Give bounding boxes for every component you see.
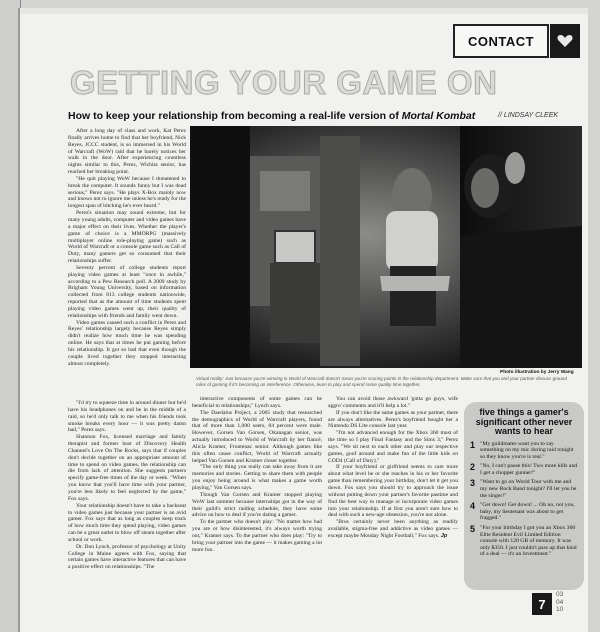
heart-icon-box — [550, 24, 580, 58]
paragraph: interactive components of some games can be beneficial to relationships," Lynch says. — [192, 396, 322, 409]
body-column-1 — [68, 128, 186, 398]
sidebar-list-item — [470, 463, 578, 476]
sidebar-title: five things a gamer's significant other never wants to hear — [475, 407, 573, 436]
date-line: 03 — [556, 591, 564, 598]
paragraph: Shannon Fox, licensed marriage and family therapist and former host of Discovery Health Channel's Love On The Rocks, says that if couples don't decide together on an appropriate amount of time to spend on video games, the relationship can die from lack of attention. She suggests partners specify game-free times of the day or week. "When you know that you'll have time with your partner, you're less likely to feel neglected by the game," Fox says. — [68, 434, 186, 502]
sidebar-list-item — [470, 525, 578, 558]
sidebar-list-item — [470, 502, 578, 522]
paragraph: "The only thing you really can take away from it are memories and stories. Getting to share them with people you enjoy being around is what makes a game worth playing," Van Gorsen says. — [192, 464, 322, 491]
item-text: "Want to go on World Tour with me and my new Rock Band tonight? I'll let you be the singer!" — [480, 479, 577, 499]
body-column-3 — [328, 396, 458, 632]
body-column-2 — [192, 396, 322, 632]
item-number: 1 — [470, 439, 476, 450]
deck-text: How to keep your relationship from becoming a real-life version of — [68, 110, 402, 122]
sign-off: Jp — [440, 532, 448, 539]
paragraph: "I'm not advanced enough for the Xbox 360 most of the time so I play Final Fantasy and the Sims 3," Perez says. "We sit next to each other and play our respective games, goof around and make fun of the little kids on COD4 (Call of Duty)." — [328, 430, 458, 464]
paragraph: Perez's situation may sound extreme, but for many young adults, computer and video games have a major effect on their lives. Whether the player's game of choice is a MMORPG (massively multiplayer online role-playing game) such as World of Warcraft or a console game such as Call of Duty, many gamers get so consumed that their relationships suffer. — [68, 210, 186, 265]
item-number: 5 — [470, 524, 476, 535]
paragraph: If you don't like the same games as your partner, there are always alternatives. Perez's boyfriend bought her a Nintendo DS Lite console last year. — [328, 409, 458, 430]
sidebar-list-item — [470, 479, 578, 499]
paragraph: You can avoid those awkward 'gotta go guys, wife aggro' comments and it'll help a lot." — [328, 396, 458, 409]
photo-credit: Photo illustration by Jerry Wang — [500, 370, 574, 375]
paragraph-text: "Bros certainly never been anything as readily available, stigma-free and addictive as video games — except maybe Monday Night Football," Fox says. — [328, 519, 458, 539]
paragraph: Seventy percent of college students report playing video games at least "once in awhile," according to a Pew Research poll. A 2009 study by Brigham Young University, based on information collected from 813 college students nationwide, reported that as the amount of time students spent playing video games went up, their quality of relationships with friends and family went down. — [68, 264, 186, 319]
paragraph: "I'd try to squeeze time in around dinner but he'd have his headphones on and be in the middle of a raid, so he'd only talk to me when his friends took smoke breaks every hour — it was pretty damn bad," Perez says. — [68, 400, 186, 434]
sidebar-box — [464, 402, 584, 590]
article-deck — [68, 110, 498, 122]
item-text: "My guildmates want you to say something on my mic during raid tonight so they know you're is real." — [480, 440, 574, 460]
paragraph: Your relationship doesn't have to take a backseat to video games just because your partner is an avid gamer. Fox says that as long as couples keep track of how much time they spend playing, video games can be a great outlet to blow off steam together after school or work. — [68, 502, 186, 543]
date-line: 10 — [556, 606, 564, 613]
page-top-edge — [20, 8, 588, 14]
photo-illustration — [190, 126, 582, 368]
paragraph: The Daedalus Project, a 2005 study that researched the demographics of World of Warcraft players, found that of more than 1,000 users, 84 percent were male. However, Gorsen Van Gorsen, Okanagan senior, was actually introduced to World of Warcraft by her fiancé, Alicia Kramer, Frontenac senior. Although games like this often cause conflict, World of Warcraft actually helped Van Gorsen and Kramer closer together. — [192, 409, 322, 464]
section-label: CONTACT — [453, 24, 549, 58]
item-text: "Get down! Get down! ... Oh no, not you, baby, my lieutenant was about to get fragged." — [480, 502, 575, 522]
article-photo — [190, 126, 582, 368]
heart-icon — [557, 34, 573, 48]
body-column-1b — [68, 400, 186, 632]
paragraph: If your boyfriend or girlfriend seems to care more about what level he or she reaches in his or her favorite game than remembering your birthday, don't let it get you down. Fox says you should try to approach the issue without putting down your partner's favorite pastime and find the best way to manage or incorporate video games into your relationship. If at first you aren't sure how to deal with such a new-age obsession, you're not alone. — [328, 464, 458, 519]
paragraph: Dr. Don Lynch, professor of psychology at Unity College in Maine agrees with Fox, saying that certain games have interactive features that can have a positive effect on relationships. "The — [68, 543, 186, 571]
item-number: 2 — [470, 462, 476, 473]
photo-caption: Virtual reality: Just because you're winning in World of Warcraft doesn't mean you're scoring points in the relationship department. Make sure that you and your partner discuss ground rules of gaming if it's becoming an interference. Otherwise, learn to play and spend some quality time together. — [196, 376, 567, 387]
date-line: 04 — [556, 598, 564, 606]
paragraph — [328, 519, 458, 540]
paragraph: Video games caused such a conflict in Perez and Reyes' relationship largely because Reyes simply didn't realize how much time he was spending online. He says that at times he put gaming before his relationship. It got so bad that even though the couple lived together they stopped interacting almost completely. — [68, 319, 186, 367]
item-number: 3 — [470, 478, 476, 489]
magazine-page — [20, 8, 588, 632]
item-text: "For your birthday I got you an Xbox 360 Elite Resident Evil Limited Edition console with 120 GB of memory. It was only $350. I just couldn't pass up that kind of a deal — it's an investment." — [480, 525, 577, 558]
issue-date — [556, 591, 563, 614]
item-text: "No, I can't pause this! Two more kills and I get a chopper gunner!" — [480, 463, 578, 476]
paragraph: "He quit playing WoW because I threatened to break the computer. It sounds funny but I was dead serious," Perez says. "He plays X-Box mainly now and knows not to ignore me unless he's ready for the longest span of bitching he's ever heard." — [68, 175, 186, 210]
paragraph: Though Van Gorsen and Kramer stopped playing WoW last summer because internships got in the way of their guild's strict raiding schedule, they have some advice on how to deal if you're dating a gamer. — [192, 491, 322, 519]
sidebar-list-item — [470, 441, 578, 461]
byline: // LINDSAY CLEEK — [498, 112, 559, 119]
page-number: 7 — [532, 593, 552, 615]
item-number: 4 — [470, 501, 476, 512]
paragraph: After a long day of class and work, Kat Perez finally arrives home to find that her boyfriend, Nick Reyes, JCCC student, is so immersed in his World of Warcraft (WoW) raid that he barely notices her walk in the door. After experiencing countless nights similar to this, Perez, Wichita senior, has reached her breaking point. — [68, 128, 186, 176]
adjacent-page-edge — [0, 0, 21, 632]
article-headline: GETTING YOUR GAME ON — [70, 64, 498, 101]
deck-italic: Mortal Kombat — [401, 110, 476, 122]
paragraph: To the partner who doesn't play: "No matter how bad you are or how disinterested, it's always worth trying out," Kramer says. To the partner who does play: "Try to bring your partner into the game — it makes gaming a lot more fun. — [192, 519, 322, 553]
